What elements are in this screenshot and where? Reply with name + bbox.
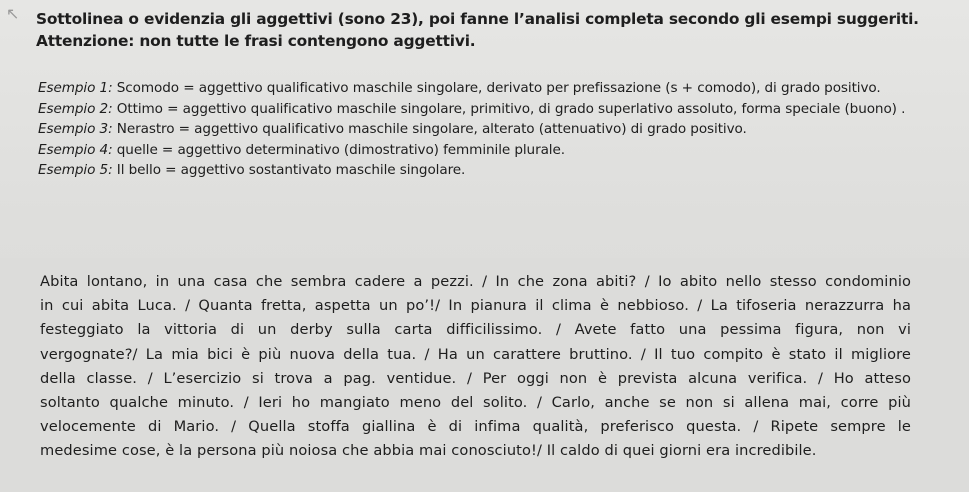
example-text: Scomodo = aggettivo qualificativo maschile singolare, derivato per prefissazione (s + comodo), di grado positivo. xyxy=(112,80,881,96)
exercise-line-1: Abita lontano, in una casa che sembra cadere a pezzi. / In che zona abiti? / Io abito nello stesso condominio xyxy=(40,273,911,290)
exercise-line-2: in cui abita Luca. / Quanta fretta, aspetta un po’!/ In pianura il clima è nebbioso. / La tifoseria nerazzurra ha xyxy=(40,297,911,315)
exercise-line-3: festeggiato la vittoria di un derby sulla carta difficilissimo. / Avete fatto una pessima figura, non vi xyxy=(40,321,911,339)
example-5 xyxy=(38,160,918,181)
instructions xyxy=(36,8,956,52)
example-text: Ottimo = aggettivo qualificativo maschile singolare, primitivo, di grado superlativo assoluto, forma speciale (buono) . xyxy=(112,100,906,117)
exercise-line-5: della classe. / L’esercizio si trova a pag. ventidue. / Per oggi non è prevista alcuna verifica. / Ho atteso xyxy=(40,369,911,387)
example-3 xyxy=(38,119,918,140)
example-label: Esempio 4: xyxy=(38,141,113,158)
example-label: Esempio 2: xyxy=(38,100,113,117)
exercise-line-7: velocemente di Mario. / Quella stoffa giallina è di infima qualità, preferisco questa. / Ripete sempre le xyxy=(40,418,911,436)
exercise-text xyxy=(40,270,911,464)
example-4 xyxy=(38,140,918,161)
attention-line: Attenzione: non tutte le frasi contengono aggettivi. xyxy=(36,32,476,50)
exercise-line-8: medesime cose, è la persona più noiosa che abbia mai conosciuto!/ Il caldo di quei giorni era incredibile. xyxy=(40,442,817,460)
example-1 xyxy=(38,78,918,99)
instruction-line: Sottolinea o evidenzia gli aggettivi (sono 23), poi fanne l’analisi completa secondo gli esempi suggeriti. xyxy=(36,10,919,28)
example-label: Esempio 5: xyxy=(38,162,113,178)
exercise-line-6: soltanto qualche minuto. / Ieri ho mangiato meno del solito. / Carlo, anche se non si allena mai, corre più xyxy=(40,394,911,412)
example-2 xyxy=(38,99,918,120)
example-text: Il bello = aggettivo sostantivato maschile singolare. xyxy=(112,162,466,178)
corner-mark-icon: ↖ xyxy=(6,4,20,23)
example-text: quelle = aggettivo determinativo (dimostrativo) femminile plurale. xyxy=(112,141,565,158)
example-text: Nerastro = aggettivo qualificativo maschile singolare, alterato (attenuativo) di grado positivo. xyxy=(112,121,747,137)
examples-block xyxy=(38,78,918,181)
exercise-line-4: vergognate?/ La mia bici è più nuova della tua. / Ha un carattere bruttino. / Il tuo compito è stato il migliore xyxy=(40,345,911,363)
example-label: Esempio 1: xyxy=(38,80,113,96)
exercise-block xyxy=(0,258,969,492)
example-label: Esempio 3: xyxy=(38,121,113,137)
